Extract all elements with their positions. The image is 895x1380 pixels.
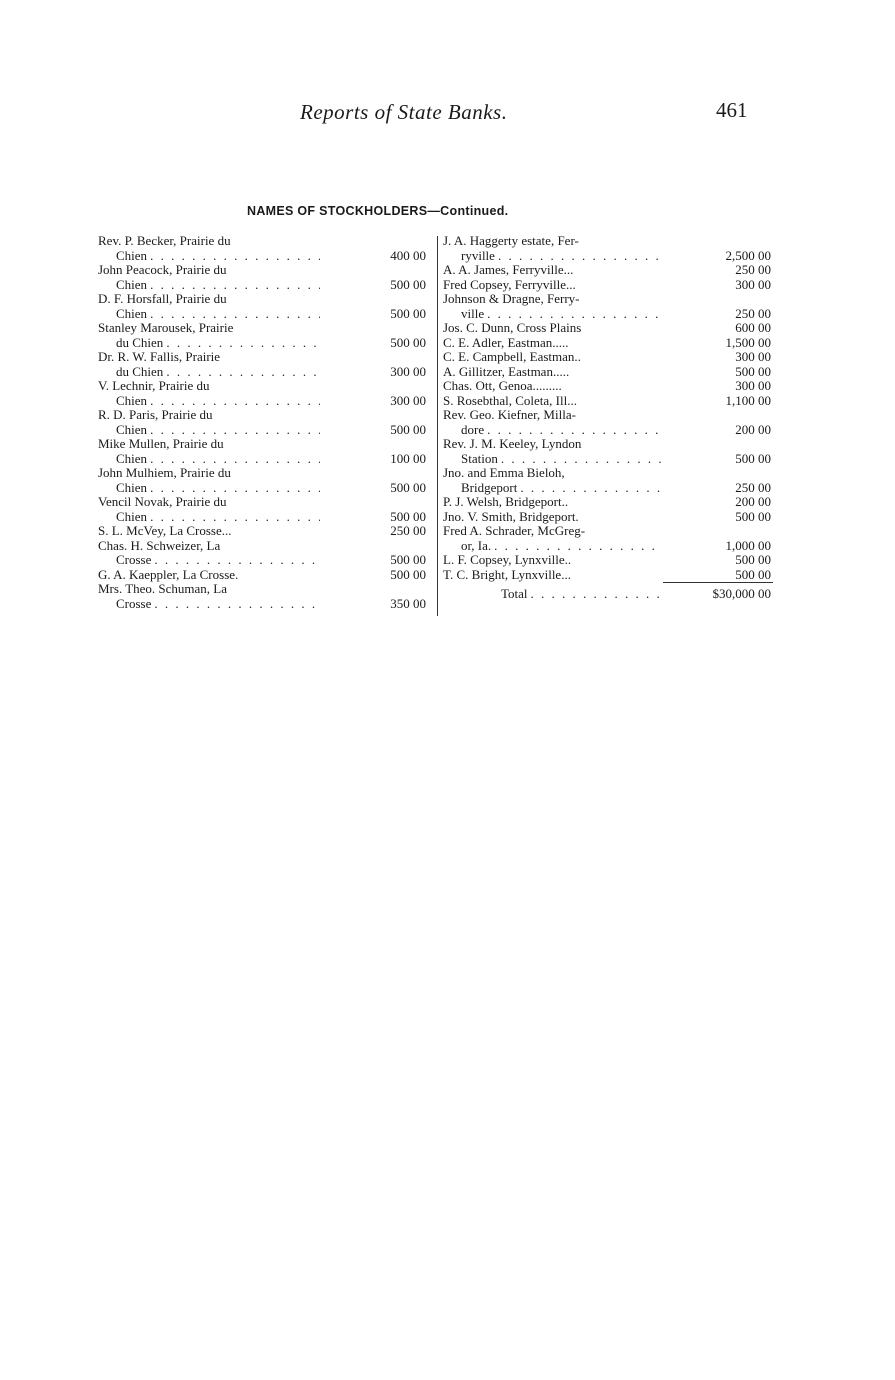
stockholder-location: Chien: [116, 277, 148, 292]
stockholder-entry: [98, 495, 432, 524]
share-amount: 350 00: [390, 595, 426, 611]
stockholder-entry: [98, 234, 432, 263]
stockholder-name-line: P. J. Welsh, Bridgeport..: [443, 495, 569, 509]
stockholder-entry: [98, 568, 432, 583]
dot-leader: [150, 394, 320, 409]
stockholder-name-line: Johnson & Dragne, Ferry-: [443, 292, 580, 306]
dot-leader: [154, 597, 320, 612]
stockholder-entry: [98, 292, 432, 321]
stockholder-name-line: S. Rosebthal, Coleta, Ill...: [443, 393, 577, 408]
share-amount: 500 00: [735, 508, 771, 524]
share-amount: 300 00: [735, 378, 771, 393]
share-amount: 500 00: [735, 552, 771, 567]
stockholder-entry: [443, 466, 773, 495]
stockholder-name-line: T. C. Bright, Lynxville...: [443, 567, 571, 582]
share-amount: 500 00: [390, 305, 426, 321]
stockholder-location: Chien: [116, 248, 148, 263]
total-row: [443, 587, 773, 602]
stockholder-entry: [443, 408, 773, 437]
stockholder-entry: [98, 379, 432, 408]
stockholder-location: Chien: [116, 509, 148, 524]
stockholder-location: Station: [461, 451, 498, 466]
stockholder-name-line: Vencil Novak, Prairie du: [98, 495, 227, 509]
stockholder-location: dore: [461, 422, 485, 437]
total-amount: $30,000 00: [712, 586, 771, 601]
stockholder-entry: [443, 568, 773, 583]
stockholder-name-line: Rev. P. Becker, Prairie du: [98, 234, 231, 248]
stockholder-name-line: L. F. Copsey, Lynxville..: [443, 553, 572, 567]
stockholder-entry: [443, 524, 773, 553]
stockholder-entry: [443, 336, 773, 351]
share-amount: 1,000 00: [725, 537, 771, 553]
stockholder-name-line: Jno. and Emma Bieloh,: [443, 466, 565, 480]
stockholder-entry: [98, 350, 432, 379]
share-amount: 200 00: [735, 421, 771, 437]
dot-leader: [150, 307, 320, 322]
stockholder-entry: [98, 524, 432, 539]
total-label: Total: [501, 587, 528, 601]
stockholder-name-line: Fred Copsey, Ferryville...: [443, 277, 576, 292]
stockholder-location: ryville: [461, 248, 495, 263]
share-amount: 300 00: [390, 392, 426, 408]
stockholder-entry: [98, 466, 432, 495]
dot-leader: [501, 452, 663, 467]
stockholder-entry: [98, 321, 432, 350]
page-number: 461: [716, 98, 748, 122]
stockholder-location: Chien: [116, 306, 148, 321]
share-amount: 250 00: [735, 262, 771, 277]
stockholder-location: ville: [461, 306, 485, 321]
dot-leader: [520, 481, 663, 496]
dot-leader: [498, 249, 663, 264]
share-amount: 500 00: [735, 566, 771, 582]
stockholder-location: Crosse: [116, 553, 152, 567]
stockholder-entry: [443, 278, 773, 293]
share-amount: 300 00: [735, 349, 771, 364]
stockholder-entry: [443, 292, 773, 321]
stockholder-name-line: Rev. J. M. Keeley, Lyndon: [443, 437, 582, 451]
share-amount: 500 00: [390, 276, 426, 292]
running-title: Reports of State Banks.: [300, 100, 508, 124]
stockholder-name-line: Dr. R. W. Fallis, Prairie: [98, 350, 221, 364]
share-amount: 500 00: [390, 508, 426, 524]
stockholder-name-line: A. A. James, Ferryville...: [443, 263, 574, 277]
stockholder-entry: [443, 350, 773, 365]
dot-leader: [154, 553, 320, 568]
stockholder-entry: [443, 263, 773, 278]
stockholder-entry: [443, 394, 773, 409]
stockholder-name-line: Stanley Marousek, Prairie: [98, 321, 234, 335]
share-amount: 500 00: [735, 450, 771, 466]
stockholder-name-line: D. F. Horsfall, Prairie du: [98, 292, 227, 306]
stockholder-name-line: Chas. Ott, Genoa.........: [443, 379, 562, 393]
stockholder-entry: [98, 408, 432, 437]
stockholder-entry: [98, 539, 432, 568]
stockholder-location: Crosse: [116, 596, 152, 611]
share-amount: 200 00: [735, 494, 771, 509]
dot-leader: [487, 307, 663, 322]
stockholder-entry: [443, 379, 773, 394]
dot-leader: [150, 278, 320, 293]
stockholder-name-line: Rev. Geo. Kiefner, Milla-: [443, 408, 576, 422]
share-amount: 600 00: [735, 320, 771, 335]
stockholder-location: du Chien: [116, 364, 164, 379]
dot-leader: [494, 539, 663, 554]
stockholder-name-line: R. D. Paris, Prairie du: [98, 408, 213, 422]
share-amount: 500 00: [735, 363, 771, 379]
stockholder-name-line: Fred A. Schrader, McGreg-: [443, 524, 586, 538]
share-amount: 500 00: [390, 566, 426, 582]
dot-leader: [150, 423, 320, 438]
share-amount: 400 00: [390, 247, 426, 263]
share-amount: 250 00: [735, 479, 771, 495]
stockholder-name-line: Chas. H. Schweizer, La: [98, 538, 221, 553]
share-amount: 300 00: [390, 363, 426, 379]
stockholder-name-line: C. E. Campbell, Eastman..: [443, 350, 581, 364]
share-amount: 1,500 00: [725, 334, 771, 350]
stockholder-location: Bridgeport: [461, 480, 518, 495]
dot-leader: [531, 587, 663, 602]
stockholder-location: or, Ia.: [461, 538, 492, 553]
share-amount: 100 00: [390, 450, 426, 466]
stockholder-name-line: A. Gillitzer, Eastman.....: [443, 364, 570, 379]
total-rule: [663, 582, 773, 583]
dot-leader: [150, 510, 320, 525]
stockholder-entry: [443, 234, 773, 263]
stockholder-entry: [98, 437, 432, 466]
stockholder-name-line: John Peacock, Prairie du: [98, 263, 227, 277]
stockholder-location: Chien: [116, 480, 148, 495]
dot-leader: [166, 336, 320, 351]
stockholder-location: du Chien: [116, 335, 164, 350]
share-amount: 500 00: [390, 479, 426, 495]
section-heading: NAMES OF STOCKHOLDERS—Continued.: [247, 204, 509, 218]
stockholder-name-line: J. A. Haggerty estate, Fer-: [443, 234, 579, 248]
stockholder-entry: [443, 510, 773, 525]
share-amount: 500 00: [390, 552, 426, 567]
stockholder-name-line: Mrs. Theo. Schuman, La: [98, 582, 228, 596]
left-stockholder-column: [98, 234, 432, 611]
right-stockholder-column: [443, 234, 773, 602]
share-amount: 250 00: [390, 523, 426, 538]
stockholder-location: Chien: [116, 393, 148, 408]
stockholder-name-line: V. Lechnir, Prairie du: [98, 379, 210, 393]
share-amount: 250 00: [735, 305, 771, 321]
share-amount: 500 00: [390, 334, 426, 350]
stockholder-name-line: Mike Mullen, Prairie du: [98, 437, 224, 451]
share-amount: 2,500 00: [725, 247, 771, 263]
stockholder-entry: [98, 263, 432, 292]
column-divider: [437, 236, 438, 616]
stockholder-entry: [443, 437, 773, 466]
stockholder-name-line: G. A. Kaeppler, La Crosse.: [98, 567, 239, 582]
dot-leader: [150, 481, 320, 496]
stockholder-entry: [443, 321, 773, 336]
dot-leader: [166, 365, 320, 380]
stockholder-name-line: Jno. V. Smith, Bridgeport.: [443, 509, 579, 524]
stockholder-location: Chien: [116, 422, 148, 437]
dot-leader: [487, 423, 663, 438]
stockholder-name-line: John Mulhiem, Prairie du: [98, 466, 231, 480]
stockholder-entry: [443, 553, 773, 568]
stockholder-entry: [98, 582, 432, 611]
stockholder-location: Chien: [116, 451, 148, 466]
stockholder-name-line: Jos. C. Dunn, Cross Plains: [443, 321, 582, 335]
share-amount: 500 00: [390, 421, 426, 437]
share-amount: 1,100 00: [725, 392, 771, 408]
stockholder-name-line: C. E. Adler, Eastman.....: [443, 335, 569, 350]
stockholder-entry: [443, 365, 773, 380]
stockholder-name-line: S. L. McVey, La Crosse...: [98, 524, 232, 538]
stockholder-entry: [443, 495, 773, 510]
dot-leader: [150, 249, 320, 264]
share-amount: 300 00: [735, 276, 771, 292]
dot-leader: [150, 452, 320, 467]
